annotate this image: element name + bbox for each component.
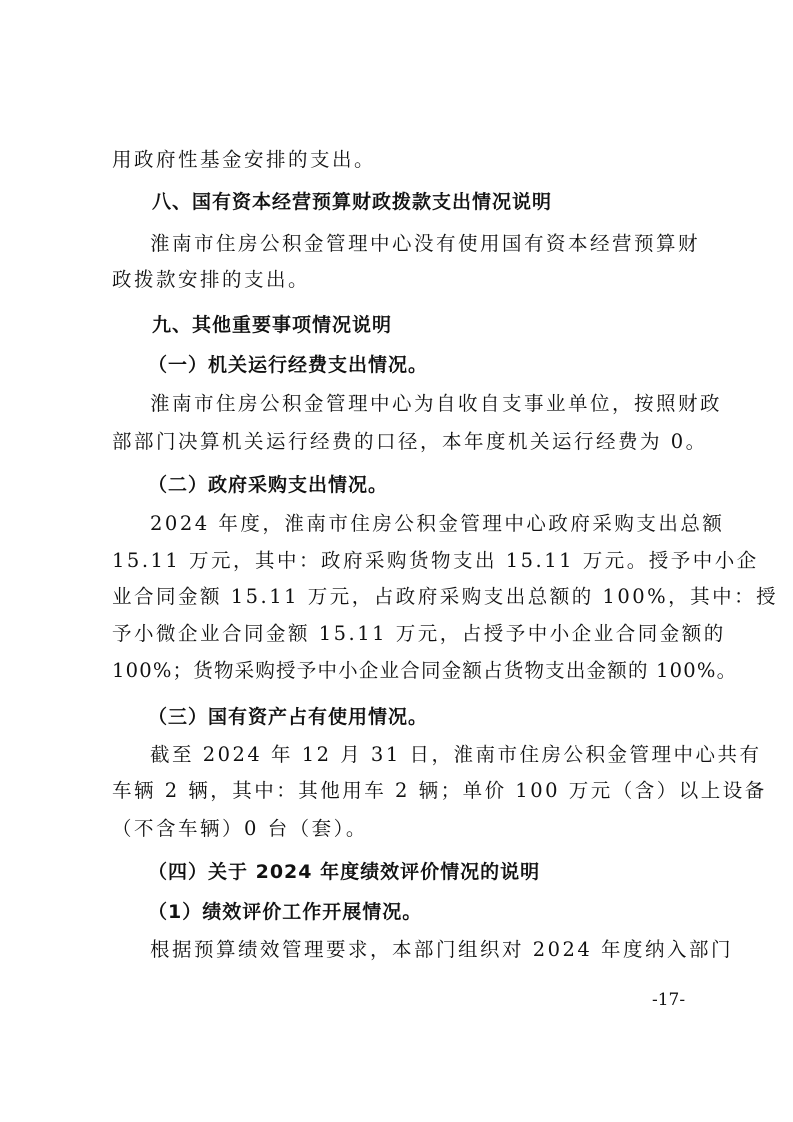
body-text-line: 部部门决算机关运行经费的口径，本年度机关运行经费为 0。 — [112, 430, 708, 453]
subsection-heading: （二）政府采购支出情况。 — [148, 474, 389, 496]
body-text-line: 15.11 万元，其中：政府采购货物支出 15.11 万元。授予中小企 — [112, 549, 759, 572]
subsection-heading: （1）绩效评价工作开展情况。 — [148, 901, 423, 923]
body-text-line: 淮南市住房公积金管理中心没有使用国有资本经营预算财 — [150, 232, 701, 255]
body-text-line: 淮南市住房公积金管理中心为自收自支事业单位，按照财政 — [150, 392, 723, 415]
subsection-heading: （四）关于 2024 年度绩效评价情况的说明 — [148, 861, 541, 883]
subsection-heading: （三）国有资产占有使用情况。 — [148, 706, 429, 728]
body-text-line: 根据预算绩效管理要求，本部门组织对 2024 年度纳入部门 — [150, 938, 734, 961]
body-text-line: 政拨款安排的支出。 — [112, 268, 311, 291]
section-heading: 九、其他重要事项情况说明 — [152, 314, 393, 336]
body-text-line: （不含车辆）0 台（套）。 — [112, 817, 368, 840]
body-text-line: 截至 2024 年 12 月 31 日，淮南市住房公积金管理中心共有 — [150, 743, 762, 766]
body-text-line: 业合同金额 15.11 万元，占政府采购支出总额的 100%，其中：授 — [112, 585, 779, 608]
body-text-line: 予小微企业合同金额 15.11 万元，占授予中小企业合同金额的 — [112, 622, 726, 645]
subsection-heading: （一）机关运行经费支出情况。 — [148, 354, 429, 376]
section-heading: 八、国有资本经营预算财政拨款支出情况说明 — [152, 191, 553, 213]
body-text-line: 100%；货物采购授予中小企业合同金额占货物支出金额的 100%。 — [112, 659, 738, 682]
body-text-line: 用政府性基金安排的支出。 — [112, 148, 377, 171]
body-text-line: 2024 年度，淮南市住房公积金管理中心政府采购支出总额 — [150, 512, 725, 535]
body-text-line: 车辆 2 辆，其中：其他用车 2 辆；单价 100 万元（含）以上设备 — [112, 779, 767, 802]
page-number: -17- — [652, 990, 686, 1010]
